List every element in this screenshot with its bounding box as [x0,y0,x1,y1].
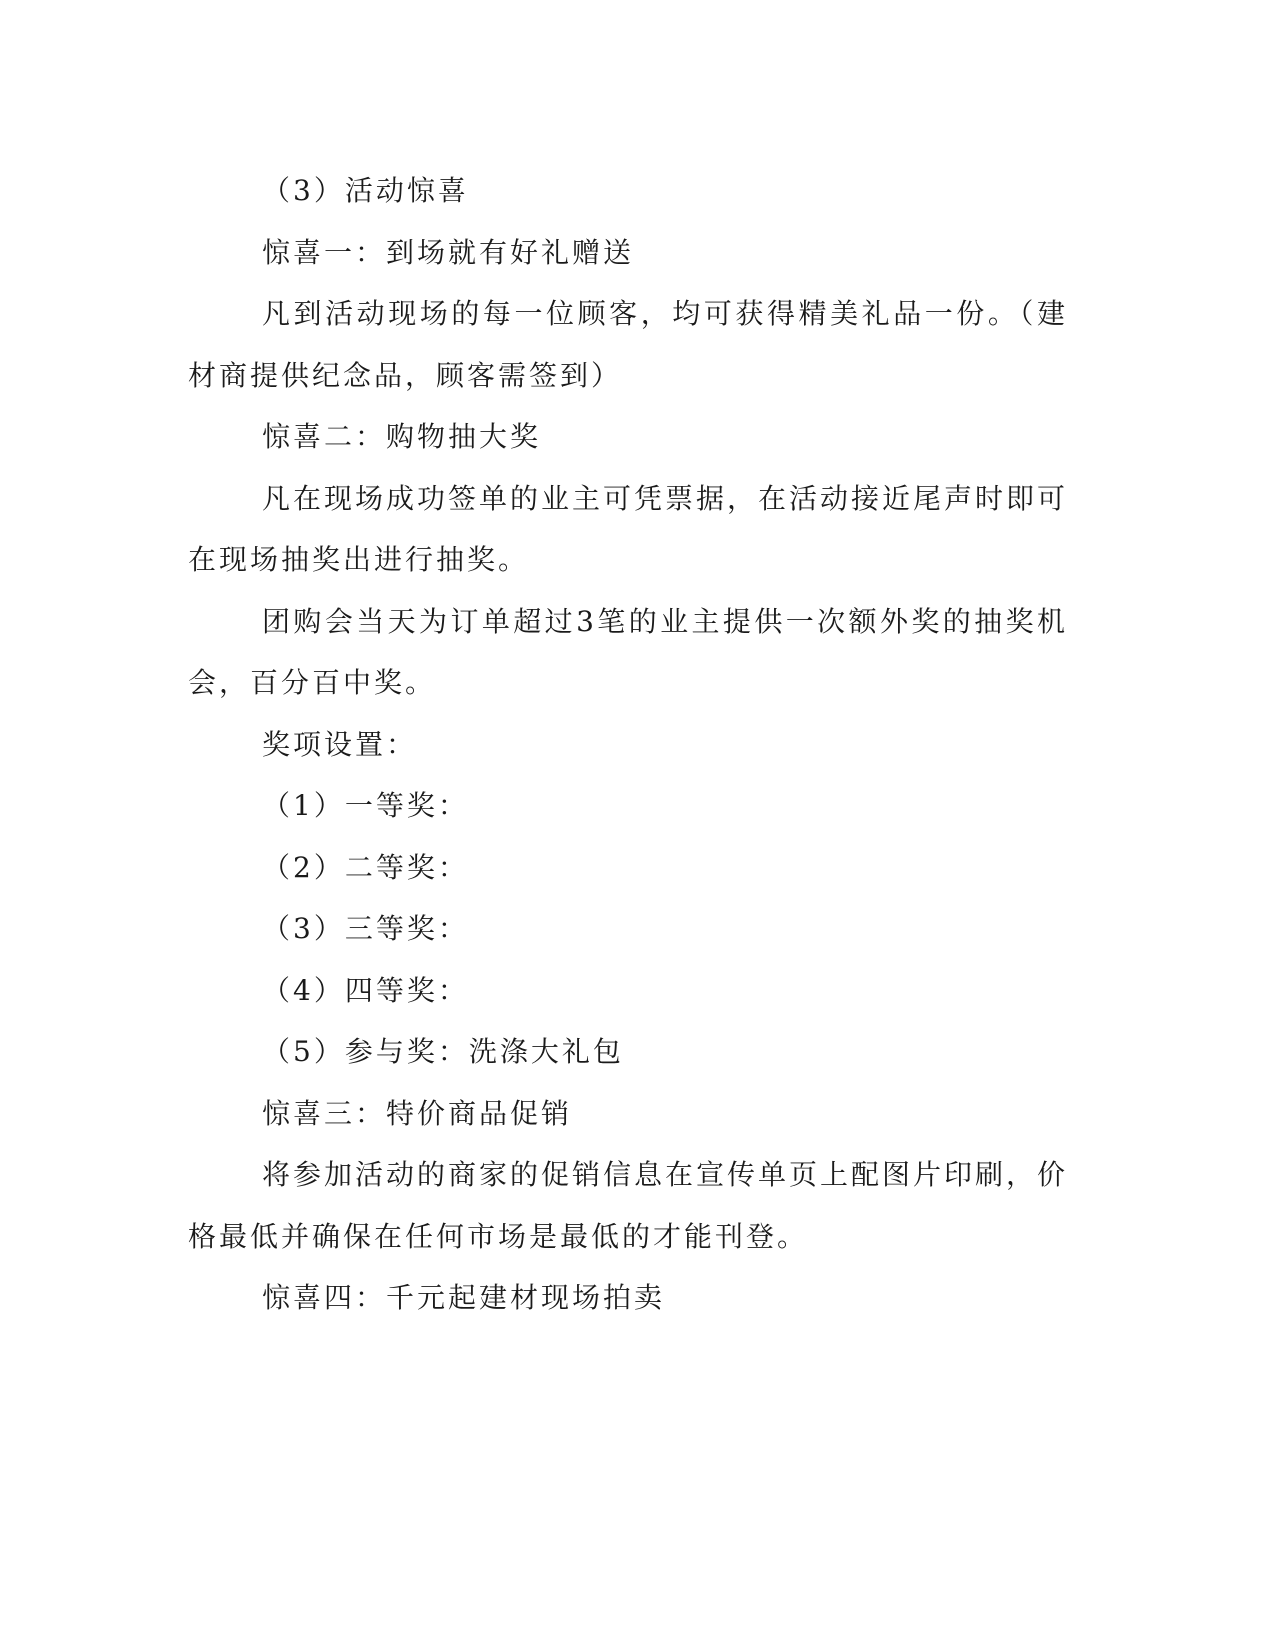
document-body [188,160,1068,1329]
prize-item-second: （2）二等奖： [262,850,469,884]
surprise-two-heading: 惊喜二：购物抽大奖 [262,420,542,453]
surprise-one-text: 凡到活动现场的每一位顾客，均可获得精美礼品一份。（建材商提供纪念品，顾客需签到） [188,297,1068,392]
prize-item-third: （3）三等奖： [262,912,469,945]
prize-item-participation: （5）参与奖：洗涤大礼包 [262,1035,624,1068]
surprise-four-heading: 惊喜四：千元起建材现场拍卖 [262,1281,666,1314]
prize-settings-heading: 奖项设置： [262,727,418,761]
surprise-three-text: 将参加活动的商家的促销信息在宣传单页上配图片印刷，价格最低并确保在任何市场是最低的才能刊登。 [188,1158,1069,1253]
surprise-three-heading: 惊喜三：特价商品促销 [262,1096,573,1130]
surprise-two-text: 凡在现场成功签单的业主可凭票据，在活动接近尾声时即可在现场抽奖出进行抽奖。 [188,481,1069,576]
surprise-two-extra-text: 团购会当天为订单超过3笔的业主提供一次额外奖的抽奖机会，百分百中奖。 [188,604,1068,699]
prize-item-fourth: （4）四等奖： [262,973,469,1007]
surprise-one-heading: 惊喜一：到场就有好礼赠送 [262,235,635,269]
prize-item-first: （1）一等奖： [262,789,469,822]
section-heading-activity-surprises: （3）活动惊喜 [262,174,469,207]
